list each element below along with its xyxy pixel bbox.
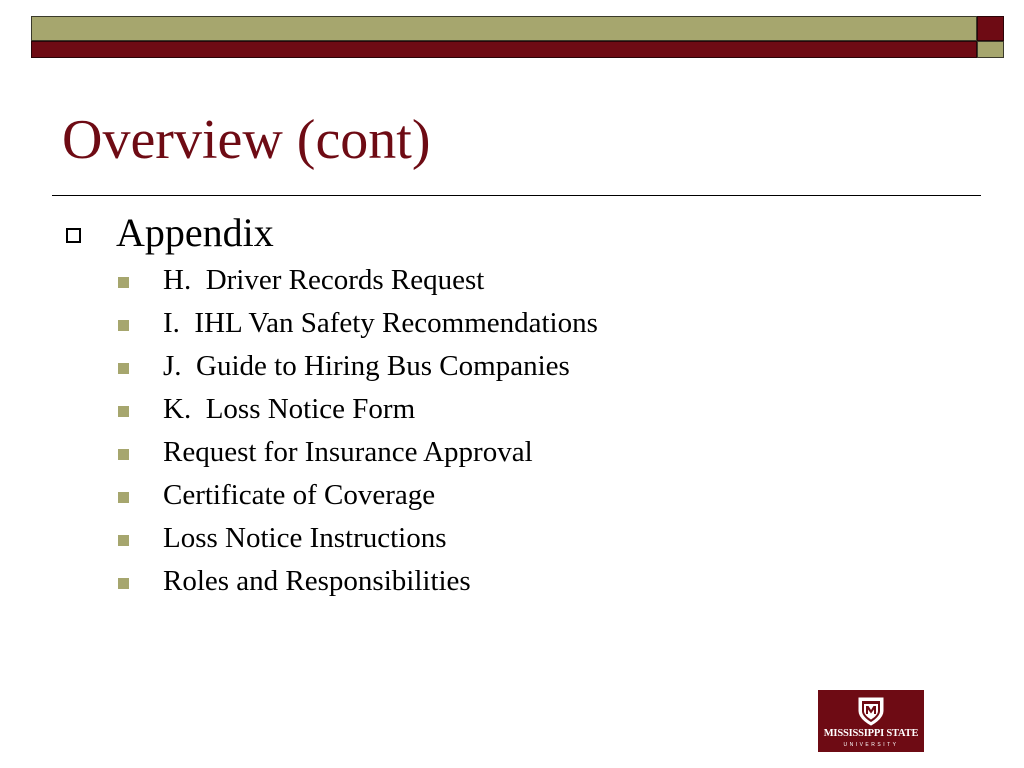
square-bullet-icon — [118, 535, 129, 546]
logo-subtitle-text: UNIVERSITY — [843, 742, 899, 748]
msu-logo — [818, 690, 924, 752]
header-band-maroon — [31, 41, 977, 58]
list-item — [0, 259, 900, 302]
list-item-text: H. Driver Records Request — [163, 264, 485, 296]
list-item-text: K. Loss Notice Form — [163, 393, 416, 425]
logo-name-text: MISSISSIPPI STATE — [823, 728, 919, 739]
list-item-text: I. IHL Van Safety Recommendations — [163, 307, 598, 339]
slide-title: Overview (cont) — [62, 109, 431, 171]
list-item — [0, 345, 900, 388]
square-bullet-icon — [118, 492, 129, 503]
list-item-text: J. Guide to Hiring Bus Companies — [163, 350, 570, 382]
list-item-text: Certificate of Coverage — [163, 479, 436, 511]
header-band-olive — [31, 16, 977, 41]
header-corner-olive — [977, 41, 1004, 58]
list-item-text: Request for Insurance Approval — [163, 436, 533, 468]
title-divider — [52, 195, 981, 196]
list-item-text: Loss Notice Instructions — [163, 522, 447, 554]
list-item — [0, 431, 900, 474]
list-item — [0, 302, 900, 345]
appendix-list — [0, 259, 900, 603]
square-bullet-icon — [118, 320, 129, 331]
list-item-text: Roles and Responsibilities — [163, 565, 471, 597]
list-item — [0, 474, 900, 517]
list-item — [0, 560, 900, 603]
hollow-square-bullet-icon — [66, 228, 81, 243]
main-bullet-text: Appendix — [116, 210, 274, 255]
square-bullet-icon — [118, 363, 129, 374]
square-bullet-icon — [118, 277, 129, 288]
square-bullet-icon — [118, 406, 129, 417]
list-item — [0, 517, 900, 560]
square-bullet-icon — [118, 578, 129, 589]
list-item — [0, 388, 900, 431]
square-bullet-icon — [118, 449, 129, 460]
header-corner-maroon — [977, 16, 1004, 41]
shield-icon — [855, 695, 887, 727]
